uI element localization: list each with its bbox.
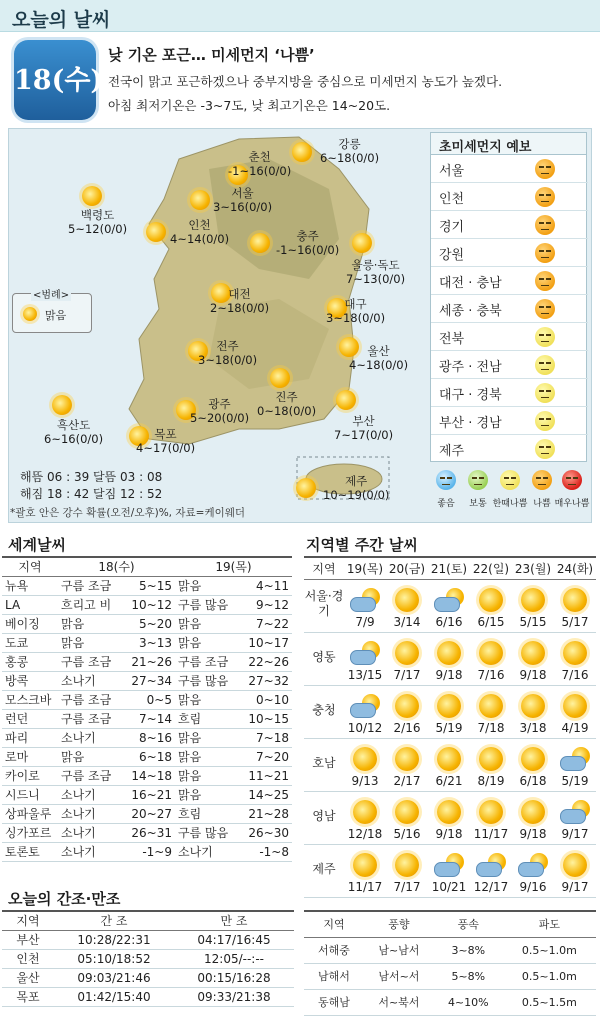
dust-row: 대전 · 충남 <box>431 267 588 295</box>
sun-icon <box>437 747 461 771</box>
table-row: 토론토 소나기 -1~9 소나기 -1~8 <box>2 842 292 861</box>
col-header: 지역 <box>2 557 58 576</box>
table-row: 제주 11/17 7/17 10/21 12/17 9/16 9/17 <box>304 844 596 897</box>
sun-icon <box>190 190 210 210</box>
col-header: 19(목) <box>344 557 386 579</box>
bad-face-icon <box>535 215 555 235</box>
table-row: 충청 10/12 2/16 5/19 7/18 3/18 4/19 <box>304 685 596 738</box>
date-badge <box>14 40 104 120</box>
partly-cloudy-icon <box>350 588 380 612</box>
sun-icon <box>250 233 270 253</box>
sun-icon <box>395 694 419 718</box>
partly-cloudy-icon <box>476 853 506 877</box>
sun-icon <box>336 390 356 410</box>
sun-icon <box>353 853 377 877</box>
city-label: 대구 3~18(0/0) <box>326 297 386 325</box>
sun-icon <box>395 641 419 665</box>
city-label: 목포 4~17(0/0) <box>136 427 196 455</box>
col-header: 풍속 <box>434 911 503 937</box>
mid-face-icon <box>500 470 520 490</box>
page-title: 오늘의 날씨 <box>12 9 111 31</box>
sun-icon <box>563 641 587 665</box>
sun-icon <box>563 694 587 718</box>
map-legend <box>12 290 92 333</box>
col-header: 지역 <box>304 557 344 579</box>
table-row: 울산 09:03/21:46 00:15/16:28 <box>2 968 294 987</box>
legend-label: 맑음 <box>45 309 67 322</box>
col-header: 만 조 <box>174 911 294 930</box>
legend-title: <범례> <box>31 286 71 301</box>
table-row: 호남 9/13 2/17 6/21 8/19 6/18 5/19 <box>304 738 596 791</box>
sun-icon <box>563 853 587 877</box>
sun-icon <box>437 694 461 718</box>
normal-face-icon <box>468 470 488 490</box>
sun-icon <box>395 588 419 612</box>
sun-icon <box>353 747 377 771</box>
col-header: 21(토) <box>428 557 470 579</box>
table-row: 로마 맑음 6~18 맑음 7~20 <box>2 747 292 766</box>
sunset-info: 해짐 18 : 42 달짐 12 : 52 <box>20 487 163 501</box>
col-header: 지역 <box>2 911 54 930</box>
col-header: 지역 <box>304 911 364 937</box>
bad-face-icon <box>535 159 555 179</box>
sunrise-info: 해뜸 06 : 39 달뜸 03 : 08 <box>20 470 163 484</box>
sun-icon <box>479 641 503 665</box>
table-row: 시드니 소나기 16~21 맑음 14~25 <box>2 785 292 804</box>
footnote: *괄호 안은 강수 확률(오전/오후)%, 자료=케이웨더 <box>10 507 246 519</box>
sun-icon <box>270 368 290 388</box>
weekly-weather-table <box>304 556 596 898</box>
table-row: 카이로 구름 조금 14~18 맑음 11~21 <box>2 766 292 785</box>
weekly-weather-title: 지역별 주간 날씨 <box>306 536 418 554</box>
sun-icon <box>82 186 102 206</box>
table-row: 도쿄 맑음 3~13 맑음 10~17 <box>2 633 292 652</box>
city-label: 울산 4~18(0/0) <box>349 344 409 372</box>
col-header: 파도 <box>503 911 596 937</box>
sun-icon <box>395 800 419 824</box>
key-label: 나쁨 <box>533 499 551 509</box>
world-weather-table <box>2 556 292 862</box>
sun-icon <box>563 588 587 612</box>
table-row: 방콕 소나기 27~34 구름 많음 27~32 <box>2 671 292 690</box>
table-row: 싱가포르 소나기 26~31 구름 많음 26~30 <box>2 823 292 842</box>
dust-row: 강원 <box>431 239 588 267</box>
dust-row: 부산 · 경남 <box>431 407 588 435</box>
title-bar <box>0 0 600 32</box>
city-label: 부산 7~17(0/0) <box>334 414 394 442</box>
col-header: 20(금) <box>386 557 428 579</box>
partly-cloudy-icon <box>350 641 380 665</box>
bad-face-icon <box>532 470 552 490</box>
col-header: 24(화) <box>554 557 596 579</box>
sun-icon <box>521 800 545 824</box>
partly-cloudy-icon <box>518 853 548 877</box>
mid-face-icon <box>535 383 555 403</box>
tide-table <box>2 910 294 1007</box>
sun-icon <box>52 395 72 415</box>
partly-cloudy-icon <box>434 853 464 877</box>
table-row: 인천 05:10/18:52 12:05/--:-- <box>2 949 294 968</box>
col-header: 19(목) <box>175 557 292 576</box>
table-row: 목포 01:42/15:40 09:33/21:38 <box>2 987 294 1006</box>
sun-icon <box>479 694 503 718</box>
city-label: 춘천 -1~16(0/0) <box>228 150 292 178</box>
table-row: 베이징 맑음 5~20 맑음 7~22 <box>2 614 292 633</box>
col-header: 23(월) <box>512 557 554 579</box>
city-label: 충주 -1~16(0/0) <box>276 229 340 257</box>
sea-table <box>304 910 596 1016</box>
key-label: 매우나쁨 <box>554 499 590 509</box>
very-bad-face-icon <box>562 470 582 490</box>
sun-icon <box>479 588 503 612</box>
city-label: 대전 2~18(0/0) <box>210 287 270 315</box>
sun-icon <box>479 800 503 824</box>
sun-icon <box>521 588 545 612</box>
partly-cloudy-icon <box>434 588 464 612</box>
bad-face-icon <box>535 299 555 319</box>
table-row: 영남 12/18 5/16 9/18 11/17 9/18 9/17 <box>304 791 596 844</box>
table-row: 모스크바 구름 조금 0~5 맑음 0~10 <box>2 690 292 709</box>
table-row: 파리 소나기 8~16 맑음 7~18 <box>2 728 292 747</box>
partly-cloudy-icon <box>350 694 380 718</box>
city-label: 서울 3~16(0/0) <box>213 186 273 214</box>
sun-icon <box>146 222 166 242</box>
bad-face-icon <box>535 243 555 263</box>
col-header: 18(수) <box>58 557 175 576</box>
headline: 낮 기온 포근… 미세먼지 ‘나쁨’ <box>108 46 315 64</box>
dust-title: 초미세먼지 예보 <box>431 133 586 155</box>
dust-row: 세종 · 충북 <box>431 295 588 323</box>
sun-icon <box>353 800 377 824</box>
tide-title: 오늘의 간조·만조 <box>8 890 121 908</box>
sun-icon <box>521 641 545 665</box>
table-row: 서울·경기 7/9 3/14 6/16 6/15 5/15 5/17 <box>304 579 596 632</box>
fine-dust-panel <box>430 132 587 462</box>
city-label: 울릉·독도 7~13(0/0) <box>346 258 406 286</box>
key-label: 보통 <box>469 499 487 509</box>
table-row: 홍콩 구름 조금 21~26 구름 조금 22~26 <box>2 652 292 671</box>
sun-icon <box>292 142 312 162</box>
city-label: 제주 10~19(0/0) <box>323 474 390 502</box>
table-row: 부산 10:28/22:31 04:17/16:45 <box>2 930 294 949</box>
summary-line-1: 전국이 맑고 포근하겠으나 중부지방을 중심으로 미세먼지 농도가 높겠다. <box>108 74 503 89</box>
dust-row: 전북 <box>431 323 588 351</box>
mid-face-icon <box>535 411 555 431</box>
col-header: 간 조 <box>54 911 174 930</box>
city-label: 광주 5~20(0/0) <box>190 397 250 425</box>
partly-cloudy-icon <box>560 800 590 824</box>
col-header: 풍향 <box>364 911 434 937</box>
sun-icon <box>521 747 545 771</box>
sun-icon <box>521 694 545 718</box>
sun-icon <box>395 747 419 771</box>
city-label: 전주 3~18(0/0) <box>198 339 258 367</box>
table-row: 런던 구름 조금 7~14 흐림 10~15 <box>2 709 292 728</box>
partly-cloudy-icon <box>560 747 590 771</box>
world-weather-title: 세계날씨 <box>8 536 66 554</box>
table-row: 영동 13/15 7/17 9/18 7/16 9/18 7/16 <box>304 632 596 685</box>
table-row: 동해남 서~북서 4~10% 0.5~1.5m <box>304 989 596 1015</box>
city-label: 인천 4~14(0/0) <box>170 218 230 246</box>
sun-icon <box>437 800 461 824</box>
dust-row: 경기 <box>431 211 588 239</box>
city-label: 강릉 6~18(0/0) <box>320 137 380 165</box>
mid-face-icon <box>535 439 555 459</box>
mid-face-icon <box>535 327 555 347</box>
sun-icon <box>352 233 372 253</box>
summary-line-2: 아침 최저기온은 -3~7도, 낮 최고기온은 14~20도. <box>108 98 391 113</box>
dust-row: 인천 <box>431 183 588 211</box>
city-label: 흑산도 6~16(0/0) <box>44 418 104 446</box>
dust-row: 광주 · 전남 <box>431 351 588 379</box>
bad-face-icon <box>535 187 555 207</box>
bad-face-icon <box>535 271 555 291</box>
sun-icon <box>479 747 503 771</box>
sun-icon <box>23 307 37 321</box>
good-face-icon <box>436 470 456 490</box>
dust-row: 대구 · 경북 <box>431 379 588 407</box>
sun-icon <box>437 641 461 665</box>
table-row: 뉴욕 구름 조금 5~15 맑음 4~11 <box>2 576 292 595</box>
table-row: 서해중 남~남서 3~8% 0.5~1.0m <box>304 937 596 963</box>
col-header: 22(일) <box>470 557 512 579</box>
table-row: LA 흐리고 비 10~12 구름 많음 9~12 <box>2 595 292 614</box>
city-label: 진주 0~18(0/0) <box>257 390 317 418</box>
dust-row: 서울 <box>431 155 588 183</box>
sun-icon <box>296 478 316 498</box>
date-badge-text: 18(수) <box>14 65 104 96</box>
key-label: 한때나쁨 <box>492 499 528 509</box>
mid-face-icon <box>535 355 555 375</box>
sun-icon <box>395 853 419 877</box>
dust-row: 제주 <box>431 435 588 463</box>
key-label: 좋음 <box>437 499 455 509</box>
table-row: 상파울루 소나기 20~27 흐림 21~28 <box>2 804 292 823</box>
city-label: 백령도 5~12(0/0) <box>68 208 128 236</box>
table-row: 남해서 남서~서 5~8% 0.5~1.0m <box>304 963 596 989</box>
